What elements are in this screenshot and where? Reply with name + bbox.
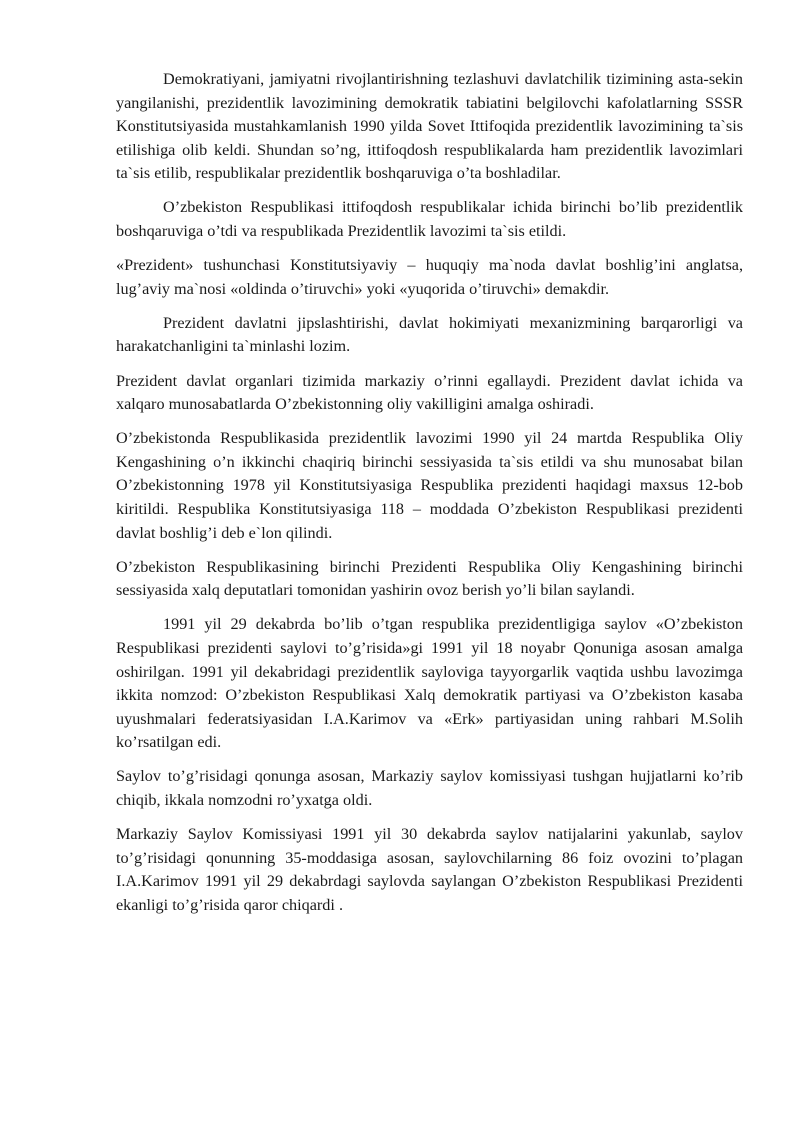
paragraph-7: O’zbekiston Respublikasining birinchi Prezidenti Respublika Oliy Kengashining birinchi sessiyasida xalq deputatlari tomonidan yashirin ovoz berish yo’li bilan saylandi. [116, 557, 743, 600]
paragraph-5: Prezident davlat organlari tizimida markaziy o’rinni egallaydi. Prezident davlat ichida va xalqaro munosabatlarda O’zbekistonning oliy vakilligini amalga oshiradi. [116, 371, 743, 414]
document-body [116, 68, 743, 918]
paragraph-4: Prezident davlatni jipslashtirishi, davlat hokimiyati mexanizmining barqarorligi va harakatchanligini ta`minlashi lozim. [116, 313, 743, 356]
paragraph-9: Saylov to’g’risidagi qonunga asosan, Markaziy saylov komissiyasi tushgan hujjatlarni ko’rib chiqib, ikkala nomzodni ro’yxatga oldi. [116, 767, 743, 810]
paragraph-10: Markaziy Saylov Komissiyasi 1991 yil 30 dekabrda saylov natijalarini yakunlab, saylov to’g’risidagi qonunning 35-moddasiga asosan, saylovchilarning 86 foiz ovozini to’plagan I.A.Karimov 1991 yil 29 dekabrdagi saylovda saylangan O’zbekiston Respublikasi Prezidenti ekanligi to’g’risida qaror chiqardi . [116, 825, 743, 914]
paragraph-1: Demokratiyani, jamiyatni rivojlantirishning tezlashuvi davlatchilik tizimining asta-sekin yangilanishi, prezidentlik lavozimining demokratik tabiatini belgilovchi kafolatlarning SSSR Konstitutsiyasida mustahkamlanish 1990 yilda Sovet Ittifoqida prezidentlik lavozimining ta`sis etilishiga olib keldi. Shundan so’ng, ittifoqdosh respublikalarda ham prezidentlik lavozimlari ta`sis etilib, respublikalar prezidentlik boshqaruviga o’ta boshladilar. [116, 70, 743, 183]
paragraph-3: «Prezident» tushunchasi Konstitutsiyaviy – huquqiy ma`noda davlat boshlig’ini anglatsa, lug’aviy ma`nosi «oldinda o’tiruvchi» yoki «yuqorida o’tiruvchi» demakdir. [116, 256, 743, 298]
paragraph-2: O’zbekiston Respublikasi ittifoqdosh respublikalar ichida birinchi bo’lib prezidentlik boshqaruviga o’tdi va respublikada Prezidentlik lavozimi ta`sis etildi. [116, 198, 743, 241]
paragraph-6: O’zbekistonda Respublikasida prezidentlik lavozimi 1990 yil 24 martda Respublika Oliy Kengashining o’n ikkinchi chaqiriq birinchi sessiyasida ta`sis etildi va shu munosabat bilan O’zbekistonning 1978 yil Konstitutsiyasiga Respublika prezidenti haqidagi maxsus 12-bob kiritildi. Respublika Konstitutsiyasiga 118 – moddada O’zbekiston Respublikasi prezidenti davlat boshlig’i deb e`lon qilindi. [116, 429, 743, 542]
paragraph-8: 1991 yil 29 dekabrda bo’lib o’tgan respublika prezidentligiga saylov «O’zbekiston Respublikasi prezidenti saylovi to’g’risida»gi 1991 yil 18 noyabr Qonuniga asosan amalga oshirilgan. 1991 yil dekabridagi prezidentlik sayloviga tayyorgarlik vaqtida ushbu lavozimga ikkita nomzod: O’zbekiston Respublikasi Xalq demokratik partiyasi va O’zbekiston kasaba uyushmalari federatsiyasidan I.A.Karimov va «Erk» partiyasidan uning rahbari M.Solih ko’rsatilgan edi. [116, 615, 743, 752]
